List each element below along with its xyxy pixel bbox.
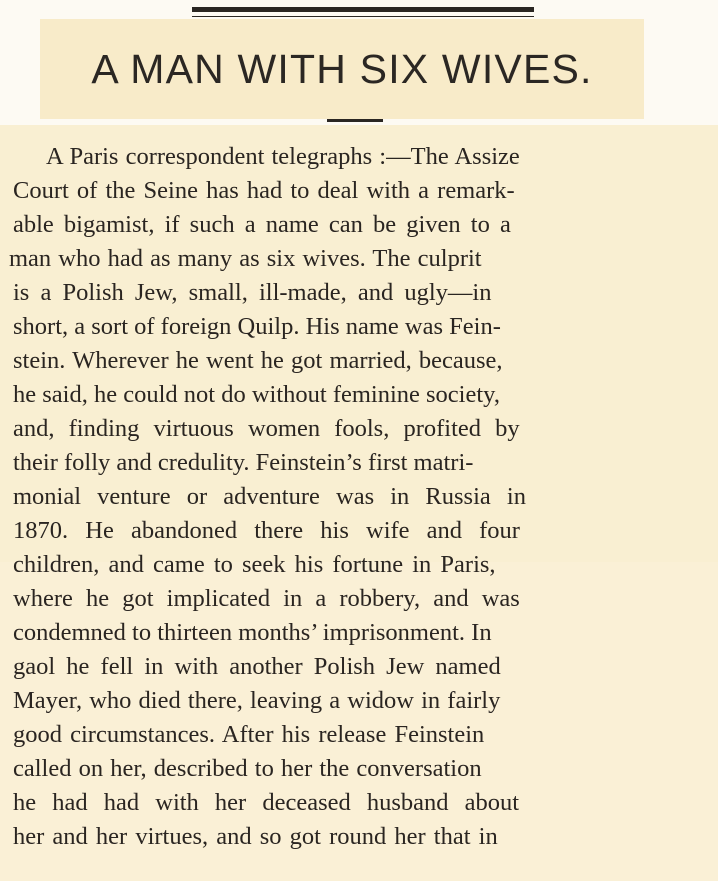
article-line: able bigamist, if such a name can be given to a: [13, 211, 511, 238]
article-line: he had had with her deceased husband about: [13, 789, 520, 816]
article-line: 1870. He abandoned there his wife and four: [13, 517, 520, 544]
article-line: short, a sort of foreign Quilp. His name was Fein-: [13, 313, 501, 340]
article-line: condemned to thirteen months’ imprisonment. In: [13, 619, 492, 646]
article-line: man who had as many as six wives. The culprit: [9, 245, 482, 272]
article-line: is a Polish Jew, small, ill-made, and ugly—in: [13, 279, 492, 306]
article-line: stein. Wherever he went he got married, because,: [13, 347, 503, 374]
article-line: he said, he could not do without feminine society,: [13, 381, 500, 408]
article-line: A Paris correspondent telegraphs :—The Assize: [46, 143, 520, 170]
article-line: Mayer, who died there, leaving a widow in fairly: [13, 687, 501, 714]
top-rule-thick: [192, 7, 534, 12]
article-line: where he got implicated in a robbery, and was: [13, 585, 520, 612]
top-rule-thin: [192, 16, 534, 17]
article-line: monial venture or adventure was in Russia in: [13, 483, 526, 510]
article-headline: A MAN WITH SIX WIVES.: [91, 45, 593, 92]
article-line: good circumstances. After his release Feinstein: [13, 721, 485, 748]
article-line: Court of the Seine has had to deal with a remark-: [13, 177, 515, 204]
article-line: and, finding virtuous women fools, profited by: [13, 415, 520, 442]
article-line: children, and came to seek his fortune in Paris,: [13, 551, 496, 578]
headline-divider: [327, 119, 383, 122]
article-line: gaol he fell in with another Polish Jew named: [13, 653, 501, 680]
article-line: her and her virtues, and so got round her that in: [13, 823, 498, 850]
article-line: called on her, described to her the conversation: [13, 755, 482, 782]
article-line: their folly and credulity. Feinstein’s first matri-: [13, 449, 474, 476]
